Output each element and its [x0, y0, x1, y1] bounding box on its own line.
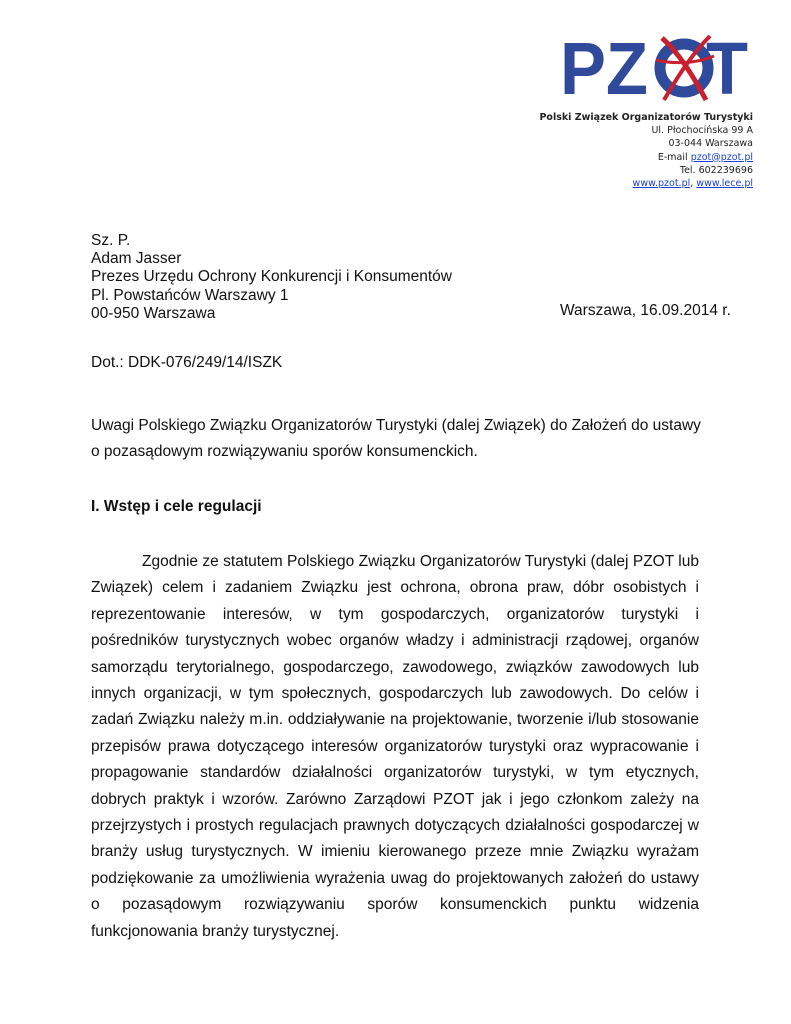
email-label: E-mail: [657, 151, 691, 163]
letter-date: Warszawa, 16.09.2014 r.: [560, 302, 731, 319]
org-name: Polski Związek Organizatorów Turystyki: [539, 112, 753, 123]
addressee-city: 00-950 Warszawa: [91, 304, 216, 322]
org-email-line: [493, 151, 753, 164]
email-link[interactable]: pzot@pzot.pl: [690, 151, 753, 163]
addressee-position: Prezes Urzędu Ochrony Konkurencji i Konsumentów: [91, 268, 452, 286]
reference-number: Dot.: DDK-076/249/14/ISZK: [91, 354, 283, 371]
org-websites: [493, 177, 753, 190]
website-link-pzot[interactable]: www.pzot.pl: [632, 178, 691, 190]
website-link-lece[interactable]: www.lece.pl: [696, 178, 753, 190]
org-street: Ul. Płochocińska 99 A: [651, 125, 753, 137]
body-paragraph: Zgodnie ze statutem Polskiego Związku Organizatorów Turystyki (dalej PZOT lub Związek) celem i zadaniem Związku jest ochrona, obrona praw, dóbr osobistych i reprezentowanie interesów, w tym gospodarczych, organizatorów turystyki i pośredników turystycznych wobec organów władzy i administracji rządowej, organów samorządu terytorialnego, gospodarczego, zawodowego, związków zawodowych lub innych organizacji, w tym społecznych, gospodarczych lub zawodowych. Do celów i zadań Związku należy m.in. oddziaływanie na projektowanie, tworzenie i/lub stosowanie przepisów prawa dotyczącego interesów organizatorów turystyki oraz wypracowanie i propagowanie standardów działalności organizatorów turystyki, w tym etycznych, dobrych praktyk i wzorów. Zarówno Zarządowi PZOT jak i jego członkom zależy na przejrzystych i prostych regulacjach prawnych dotyczących działalności gospodarczej w branży usług turystycznych. W imieniu kierowanego przeze mnie Związku wyrażam podziękowanie za umożliwienia wyrażenia uwag do projektowanych założeń do ustawy o pozasądowym rozwiązywaniu sporów konsumenckich punktu widzenia funkcjonowania branży turystycznej.: [91, 553, 699, 940]
addressee-street: Pl. Powstańców Warszawy 1: [91, 286, 289, 304]
addressee-block: [91, 232, 452, 323]
letterhead-contact: [493, 111, 753, 190]
org-city: 03-044 Warszawa: [668, 138, 753, 150]
logo-letters-pz: PZ: [560, 30, 648, 110]
section-heading: I. Wstęp i cele regulacji: [91, 498, 262, 515]
pzot-logo: [560, 30, 750, 110]
addressee-name: Adam Jasser: [91, 250, 182, 268]
letter-subject: Uwagi Polskiego Związku Organizatorów Turystyki (dalej Związek) do Założeń do ustawy o pozasądowym rozwiązywaniu sporów konsumenckich.: [91, 417, 701, 460]
addressee-salutation: Sz. P.: [91, 232, 131, 249]
org-phone: Tel. 602239696: [679, 164, 753, 176]
pzot-logo-graphic: [560, 30, 750, 110]
logo-letter-t: T: [706, 30, 748, 110]
website-separator: ,: [690, 178, 697, 190]
